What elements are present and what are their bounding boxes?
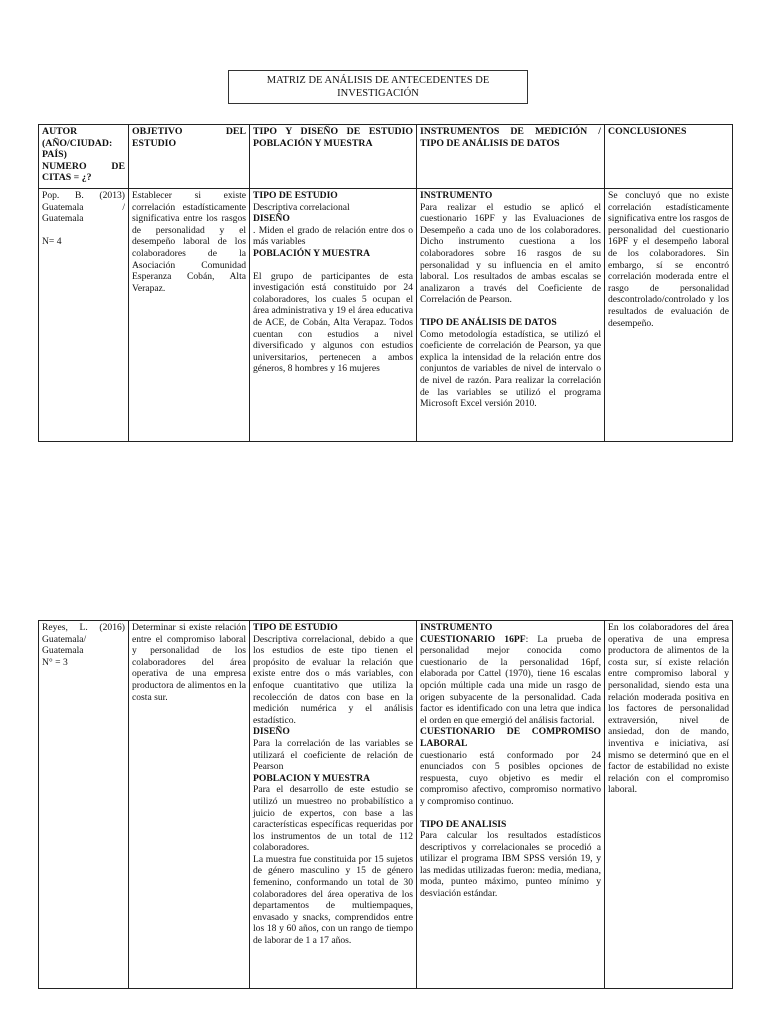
instrument-16pf-text: : La prueba de personalidad mejor conocida como cuestionario de la personalidad 16pf, elaborada por Cattel (1970), tiene 16 escalas opción múltiple cada una mide un rasgo de origen subyacente de la personalidad. Cada factor es identificado con una letra que indica el orden en que emergió del análisis factorial. [420, 633, 601, 726]
header-autor: AUTOR (AÑO/CIUDAD: PAÍS) NUMERO DE CITAS = ¿? [39, 125, 129, 189]
document-title [228, 70, 528, 104]
instrument-16pf-label: CUESTIONARIO 16PF [420, 633, 526, 645]
row1-objetivo: Establecer si existe correlación estadísticamente significativa entre los rasgos de personalidad y el desempeño laboral de los colaboradores de la Asociación Comunidad Esperanza Cobán, Alta Verapaz. [129, 189, 250, 442]
header-instrumentos: INSTRUMENTOS DE MEDICIÓN / TIPO DE ANÁLISIS DE DATOS [417, 125, 605, 189]
row1-autor: Pop. B. (2013) Guatemala / Guatemala N= 4 [39, 189, 129, 442]
row1-conclusiones: Se concluyó que no existe correlación estadísticamente significativa entre los rasgos de personalidad del cuestionario 16PF y el desempeño laboral de los colaboradores. Sin embargo, sí se encontró correlación moderada entre el rasgo de personalidad descontrolado/controlado y los resultados de evaluación de desempeño. [605, 189, 733, 442]
row2-autor: Reyes, L. (2016) Guatemala/ Guatemala N° = 3 [39, 621, 129, 989]
title-line-2: INVESTIGACIÓN [337, 88, 419, 99]
row2-objetivo: Determinar si existe relación entre el compromiso laboral y personalidad de los colaboradores del área operativa de una empresa productora de alimentos en la costa sur. [129, 621, 250, 989]
analysis-matrix-table-2 [38, 620, 733, 989]
row2-conclusiones: En los colaboradores del área operativa de una empresa productora de alimentos de la costa sur, sí existe relación entre compromiso laboral y personalidad, siendo esta una relación moderada positiva en los factores de personalidad extraversión, nivel de ansiedad, don de mando, inventiva e iniciativa, así mismo se determinó que en el factor de estabilidad no existe relación con el compromiso laboral. [605, 621, 733, 989]
row1-tipo: TIPO DE ESTUDIO Descriptiva correlacional DISEÑO . Miden el grado de relación entre dos o más variables POBLACIÓN Y MUESTRA El grupo de participantes de esta investigación está constituido por 24 colaboradores, los cuales 5 ocupan el área administrativa y 19 el área educativa de ACE, de Cobán, Alta Verapaz. Todos cuentan con estudios a nivel diversificado y algunos con estudios universitarios, pertenecen a ambos géneros, 8 hombres y 16 mujeres [250, 189, 417, 442]
table-row [39, 621, 733, 989]
row2-tipo: TIPO DE ESTUDIO Descriptiva correlacional, debido a que los estudios de este tipo tienen el propósito de evaluar la relación que existe entre dos o más variables, con enfoque cuantitativo que utiliza la recolección de datos con base en la medición numérica y el análisis estadístico. DISEÑO Para la correlación de las variables se utilizará el coeficiente de relación de Pearson POBLACION Y MUESTRA Para el desarrollo de este estudio se utilizó un muestreo no probabilístico a juicio de expertos, con base a las características específicas requeridas por los instrumentos de un total de 112 colaboradores. La muestra fue constituida por 15 sujetos de género masculino y 15 de género femenino, conformando un total de 30 colaboradores del área operativa de los departamentos de multiempaques, envasado y snacks, comprendidos entre los 18 y 60 años, con un rango de tiempo de laborar de 1 a 17 años. [250, 621, 417, 989]
header-row [39, 125, 733, 189]
header-conclusiones: CONCLUSIONES [605, 125, 733, 189]
table-row [39, 189, 733, 442]
row1-instrumentos: INSTRUMENTO Para realizar el estudio se aplicó el cuestionario 16PF y las Evaluaciones de Desempeño a cada uno de los colaboradores. Dicho instrumento cuestiona a los colaboradores sobre 16 rasgos de su personalidad y su influencia en el amito laboral. Los resultados de ambas escalas se analizaron a través del Coeficiente de Correlación de Pearson. TIPO DE ANÁLISIS DE DATOS Como metodología estadística, se utilizó el coeficiente de correlación de Pearson, ya que explica la intensidad de la relación entre dos conjuntos de variables de nivel de intervalo o de nivel de razón. Para realizar la correlación de las variables se utilizó el programa Microsoft Excel versión 2010. [417, 189, 605, 442]
header-objetivo: OBJETIVO DEL ESTUDIO [129, 125, 250, 189]
title-line-1: MATRIZ DE ANÁLISIS DE ANTECEDENTES DE [266, 75, 490, 86]
row2-instrumentos: INSTRUMENTO CUESTIONARIO 16PF: La prueba de personalidad mejor conocida como cuestionario de la personalidad 16pf, elaborada por Cattel (1970), tiene 16 escalas opción múltiple cada una mide un rasgo de origen subyacente de la personalidad. Cada factor es identificado con una letra que indica el orden en que emergió del análisis factorial. CUESTIONARIO DE COMPROMISO LABORAL cuestionario está conformado por 24 enunciados con 5 posibles opciones de respuesta, cuyo objetivo es medir el compromiso afectivo, compromiso normativo y compromiso continuo. TIPO DE ANALISIS Para calcular los resultados estadísticos descriptivos y correlacionales se procedió a utilizar el programa IBM SPSS versión 19, y las medidas utilizadas fueron: media, mediana, moda, punteo máximo, punteo mínimo y desviación estándar. [417, 621, 605, 989]
analysis-matrix-table-1 [38, 124, 733, 442]
header-tipo: TIPO Y DISEÑO DE ESTUDIO POBLACIÓN Y MUESTRA [250, 125, 417, 189]
